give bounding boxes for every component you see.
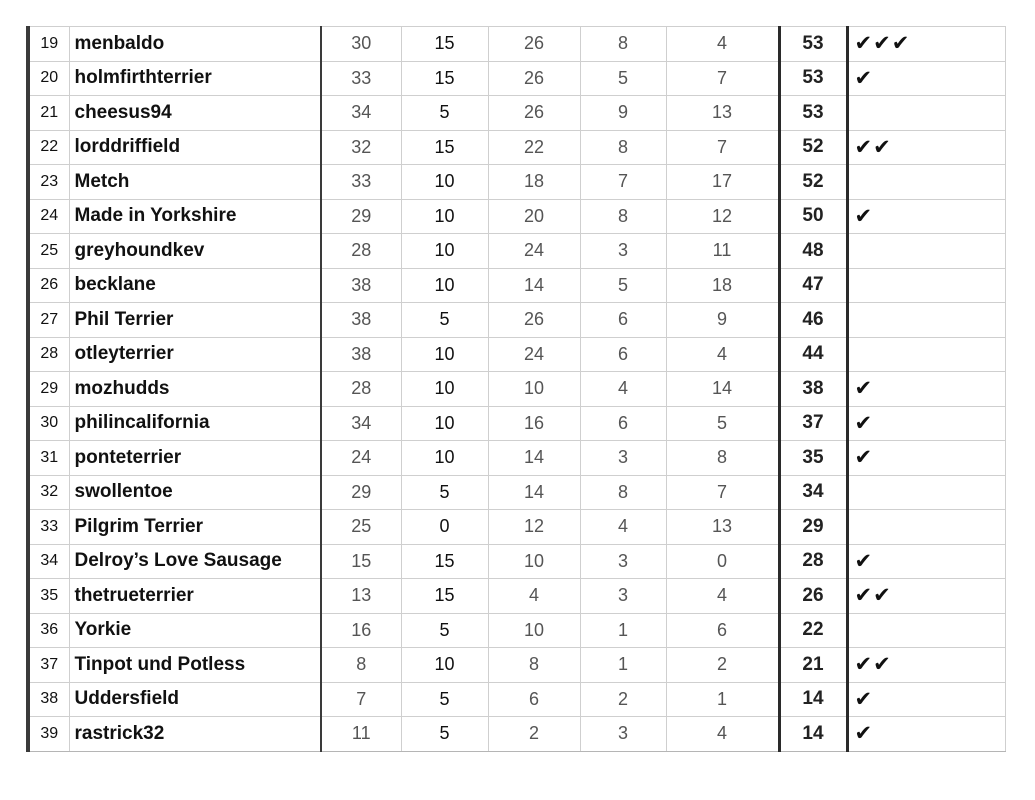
score-col-4-cell: 3 xyxy=(580,441,666,476)
player-name-cell: menbaldo xyxy=(69,27,321,62)
score-col-1-cell: 28 xyxy=(321,372,401,407)
score-col-2-cell: 15 xyxy=(401,130,488,165)
score-col-5-cell: 7 xyxy=(666,130,779,165)
tick-marks-cell: ✔✔✔ xyxy=(847,27,1005,62)
score-col-1-cell: 33 xyxy=(321,165,401,200)
score-col-2-cell: 10 xyxy=(401,406,488,441)
table-row xyxy=(28,337,1005,372)
score-col-3-cell: 26 xyxy=(488,61,580,96)
total-points-cell: 28 xyxy=(779,544,847,579)
total-points-cell: 48 xyxy=(779,234,847,269)
score-col-1-cell: 28 xyxy=(321,234,401,269)
tick-marks-cell: ✔✔ xyxy=(847,648,1005,683)
score-col-2-cell: 10 xyxy=(401,441,488,476)
tick-marks-cell: ✔✔ xyxy=(847,579,1005,614)
score-col-5-cell: 11 xyxy=(666,234,779,269)
score-col-2-cell: 15 xyxy=(401,579,488,614)
score-col-1-cell: 38 xyxy=(321,337,401,372)
score-col-3-cell: 22 xyxy=(488,130,580,165)
score-col-2-cell: 10 xyxy=(401,234,488,269)
score-col-2-cell: 5 xyxy=(401,475,488,510)
player-name-cell: lorddriffield xyxy=(69,130,321,165)
score-col-3-cell: 24 xyxy=(488,234,580,269)
tick-marks-cell xyxy=(847,510,1005,545)
score-col-2-cell: 10 xyxy=(401,648,488,683)
score-col-3-cell: 20 xyxy=(488,199,580,234)
score-col-4-cell: 9 xyxy=(580,96,666,131)
player-name-cell: becklane xyxy=(69,268,321,303)
score-col-4-cell: 5 xyxy=(580,268,666,303)
score-col-1-cell: 29 xyxy=(321,475,401,510)
position-cell: 35 xyxy=(28,579,69,614)
position-cell: 31 xyxy=(28,441,69,476)
position-cell: 37 xyxy=(28,648,69,683)
score-col-5-cell: 14 xyxy=(666,372,779,407)
table-row xyxy=(28,648,1005,683)
score-col-1-cell: 34 xyxy=(321,406,401,441)
table-row xyxy=(28,268,1005,303)
score-col-4-cell: 5 xyxy=(580,61,666,96)
total-points-cell: 22 xyxy=(779,613,847,648)
tick-marks-cell xyxy=(847,475,1005,510)
score-col-3-cell: 6 xyxy=(488,682,580,717)
table-row xyxy=(28,717,1005,752)
table-row xyxy=(28,61,1005,96)
tick-marks-cell: ✔ xyxy=(847,61,1005,96)
score-col-3-cell: 14 xyxy=(488,268,580,303)
tick-marks-cell: ✔ xyxy=(847,441,1005,476)
score-col-3-cell: 16 xyxy=(488,406,580,441)
position-cell: 26 xyxy=(28,268,69,303)
tick-marks-cell: ✔ xyxy=(847,406,1005,441)
score-col-4-cell: 8 xyxy=(580,27,666,62)
position-cell: 33 xyxy=(28,510,69,545)
table-row xyxy=(28,544,1005,579)
score-col-1-cell: 13 xyxy=(321,579,401,614)
score-col-2-cell: 10 xyxy=(401,372,488,407)
score-col-2-cell: 15 xyxy=(401,61,488,96)
score-col-2-cell: 15 xyxy=(401,27,488,62)
table-row xyxy=(28,199,1005,234)
score-col-3-cell: 14 xyxy=(488,441,580,476)
score-col-1-cell: 38 xyxy=(321,268,401,303)
score-col-5-cell: 1 xyxy=(666,682,779,717)
table-row xyxy=(28,406,1005,441)
score-col-4-cell: 6 xyxy=(580,406,666,441)
total-points-cell: 14 xyxy=(779,682,847,717)
player-name-cell: Delroy’s Love Sausage xyxy=(69,544,321,579)
score-col-1-cell: 16 xyxy=(321,613,401,648)
total-points-cell: 38 xyxy=(779,372,847,407)
score-col-4-cell: 4 xyxy=(580,372,666,407)
player-name-cell: mozhudds xyxy=(69,372,321,407)
score-col-5-cell: 8 xyxy=(666,441,779,476)
score-col-2-cell: 10 xyxy=(401,268,488,303)
player-name-cell: Pilgrim Terrier xyxy=(69,510,321,545)
score-col-5-cell: 18 xyxy=(666,268,779,303)
tick-marks-cell xyxy=(847,165,1005,200)
tick-marks-cell xyxy=(847,96,1005,131)
score-col-4-cell: 7 xyxy=(580,165,666,200)
score-col-2-cell: 10 xyxy=(401,199,488,234)
position-cell: 36 xyxy=(28,613,69,648)
position-cell: 24 xyxy=(28,199,69,234)
position-cell: 30 xyxy=(28,406,69,441)
score-col-1-cell: 30 xyxy=(321,27,401,62)
total-points-cell: 35 xyxy=(779,441,847,476)
position-cell: 19 xyxy=(28,27,69,62)
score-col-1-cell: 24 xyxy=(321,441,401,476)
total-points-cell: 52 xyxy=(779,130,847,165)
player-name-cell: cheesus94 xyxy=(69,96,321,131)
tick-marks-cell xyxy=(847,613,1005,648)
score-col-4-cell: 1 xyxy=(580,613,666,648)
score-col-2-cell: 5 xyxy=(401,303,488,338)
table-row xyxy=(28,303,1005,338)
score-col-1-cell: 34 xyxy=(321,96,401,131)
table-row xyxy=(28,475,1005,510)
player-name-cell: greyhoundkev xyxy=(69,234,321,269)
position-cell: 27 xyxy=(28,303,69,338)
position-cell: 39 xyxy=(28,717,69,752)
score-col-5-cell: 6 xyxy=(666,613,779,648)
score-col-1-cell: 33 xyxy=(321,61,401,96)
score-col-4-cell: 8 xyxy=(580,199,666,234)
score-col-2-cell: 5 xyxy=(401,96,488,131)
score-col-3-cell: 4 xyxy=(488,579,580,614)
score-col-5-cell: 5 xyxy=(666,406,779,441)
score-col-5-cell: 4 xyxy=(666,27,779,62)
league-table xyxy=(26,26,1006,752)
table-row xyxy=(28,682,1005,717)
player-name-cell: Tinpot und Potless xyxy=(69,648,321,683)
league-table-body xyxy=(28,27,1005,752)
score-col-2-cell: 5 xyxy=(401,717,488,752)
tick-marks-cell xyxy=(847,303,1005,338)
tick-marks-cell: ✔ xyxy=(847,682,1005,717)
table-row xyxy=(28,96,1005,131)
total-points-cell: 53 xyxy=(779,96,847,131)
table-row xyxy=(28,130,1005,165)
score-col-5-cell: 7 xyxy=(666,61,779,96)
total-points-cell: 44 xyxy=(779,337,847,372)
total-points-cell: 53 xyxy=(779,27,847,62)
score-col-5-cell: 9 xyxy=(666,303,779,338)
table-row xyxy=(28,613,1005,648)
score-col-1-cell: 8 xyxy=(321,648,401,683)
position-cell: 32 xyxy=(28,475,69,510)
score-col-1-cell: 32 xyxy=(321,130,401,165)
score-col-3-cell: 2 xyxy=(488,717,580,752)
score-col-5-cell: 17 xyxy=(666,165,779,200)
score-col-3-cell: 10 xyxy=(488,544,580,579)
score-col-1-cell: 11 xyxy=(321,717,401,752)
player-name-cell: rastrick32 xyxy=(69,717,321,752)
player-name-cell: swollentoe xyxy=(69,475,321,510)
tick-marks-cell xyxy=(847,268,1005,303)
player-name-cell: thetrueterrier xyxy=(69,579,321,614)
score-col-5-cell: 13 xyxy=(666,96,779,131)
player-name-cell: ponteterrier xyxy=(69,441,321,476)
table-row xyxy=(28,234,1005,269)
player-name-cell: Yorkie xyxy=(69,613,321,648)
score-col-1-cell: 29 xyxy=(321,199,401,234)
player-name-cell: holmfirthterrier xyxy=(69,61,321,96)
position-cell: 34 xyxy=(28,544,69,579)
player-name-cell: Phil Terrier xyxy=(69,303,321,338)
score-col-4-cell: 3 xyxy=(580,717,666,752)
score-col-2-cell: 5 xyxy=(401,682,488,717)
score-col-1-cell: 7 xyxy=(321,682,401,717)
table-row xyxy=(28,165,1005,200)
table-row xyxy=(28,27,1005,62)
score-col-5-cell: 0 xyxy=(666,544,779,579)
position-cell: 38 xyxy=(28,682,69,717)
position-cell: 29 xyxy=(28,372,69,407)
score-col-4-cell: 2 xyxy=(580,682,666,717)
score-col-3-cell: 26 xyxy=(488,96,580,131)
score-col-3-cell: 24 xyxy=(488,337,580,372)
total-points-cell: 37 xyxy=(779,406,847,441)
score-col-3-cell: 18 xyxy=(488,165,580,200)
score-col-4-cell: 3 xyxy=(580,579,666,614)
position-cell: 21 xyxy=(28,96,69,131)
score-col-1-cell: 38 xyxy=(321,303,401,338)
score-col-5-cell: 4 xyxy=(666,717,779,752)
score-col-2-cell: 0 xyxy=(401,510,488,545)
score-col-4-cell: 4 xyxy=(580,510,666,545)
tick-marks-cell: ✔ xyxy=(847,199,1005,234)
position-cell: 22 xyxy=(28,130,69,165)
score-col-5-cell: 13 xyxy=(666,510,779,545)
position-cell: 25 xyxy=(28,234,69,269)
score-col-4-cell: 3 xyxy=(580,234,666,269)
tick-marks-cell: ✔ xyxy=(847,544,1005,579)
player-name-cell: otleyterrier xyxy=(69,337,321,372)
player-name-cell: Uddersfield xyxy=(69,682,321,717)
tick-marks-cell xyxy=(847,337,1005,372)
score-col-2-cell: 5 xyxy=(401,613,488,648)
score-col-2-cell: 15 xyxy=(401,544,488,579)
table-row xyxy=(28,372,1005,407)
tick-marks-cell: ✔ xyxy=(847,717,1005,752)
score-col-1-cell: 15 xyxy=(321,544,401,579)
score-col-5-cell: 7 xyxy=(666,475,779,510)
score-col-2-cell: 10 xyxy=(401,165,488,200)
position-cell: 28 xyxy=(28,337,69,372)
score-col-4-cell: 6 xyxy=(580,337,666,372)
table-row xyxy=(28,579,1005,614)
total-points-cell: 47 xyxy=(779,268,847,303)
player-name-cell: Made in Yorkshire xyxy=(69,199,321,234)
score-col-4-cell: 8 xyxy=(580,475,666,510)
tick-marks-cell: ✔ xyxy=(847,372,1005,407)
total-points-cell: 34 xyxy=(779,475,847,510)
tick-marks-cell: ✔✔ xyxy=(847,130,1005,165)
score-col-3-cell: 26 xyxy=(488,27,580,62)
score-col-3-cell: 10 xyxy=(488,613,580,648)
score-col-3-cell: 8 xyxy=(488,648,580,683)
score-col-3-cell: 26 xyxy=(488,303,580,338)
score-col-5-cell: 4 xyxy=(666,579,779,614)
position-cell: 23 xyxy=(28,165,69,200)
position-cell: 20 xyxy=(28,61,69,96)
player-name-cell: philincalifornia xyxy=(69,406,321,441)
score-col-4-cell: 6 xyxy=(580,303,666,338)
total-points-cell: 26 xyxy=(779,579,847,614)
total-points-cell: 52 xyxy=(779,165,847,200)
table-row xyxy=(28,510,1005,545)
tick-marks-cell xyxy=(847,234,1005,269)
score-col-4-cell: 8 xyxy=(580,130,666,165)
total-points-cell: 46 xyxy=(779,303,847,338)
total-points-cell: 29 xyxy=(779,510,847,545)
score-col-5-cell: 12 xyxy=(666,199,779,234)
score-col-3-cell: 12 xyxy=(488,510,580,545)
total-points-cell: 14 xyxy=(779,717,847,752)
score-col-1-cell: 25 xyxy=(321,510,401,545)
score-col-5-cell: 2 xyxy=(666,648,779,683)
player-name-cell: Metch xyxy=(69,165,321,200)
score-col-4-cell: 3 xyxy=(580,544,666,579)
score-col-4-cell: 1 xyxy=(580,648,666,683)
table-row xyxy=(28,441,1005,476)
score-col-2-cell: 10 xyxy=(401,337,488,372)
score-col-3-cell: 10 xyxy=(488,372,580,407)
total-points-cell: 50 xyxy=(779,199,847,234)
score-col-5-cell: 4 xyxy=(666,337,779,372)
score-col-3-cell: 14 xyxy=(488,475,580,510)
total-points-cell: 21 xyxy=(779,648,847,683)
total-points-cell: 53 xyxy=(779,61,847,96)
